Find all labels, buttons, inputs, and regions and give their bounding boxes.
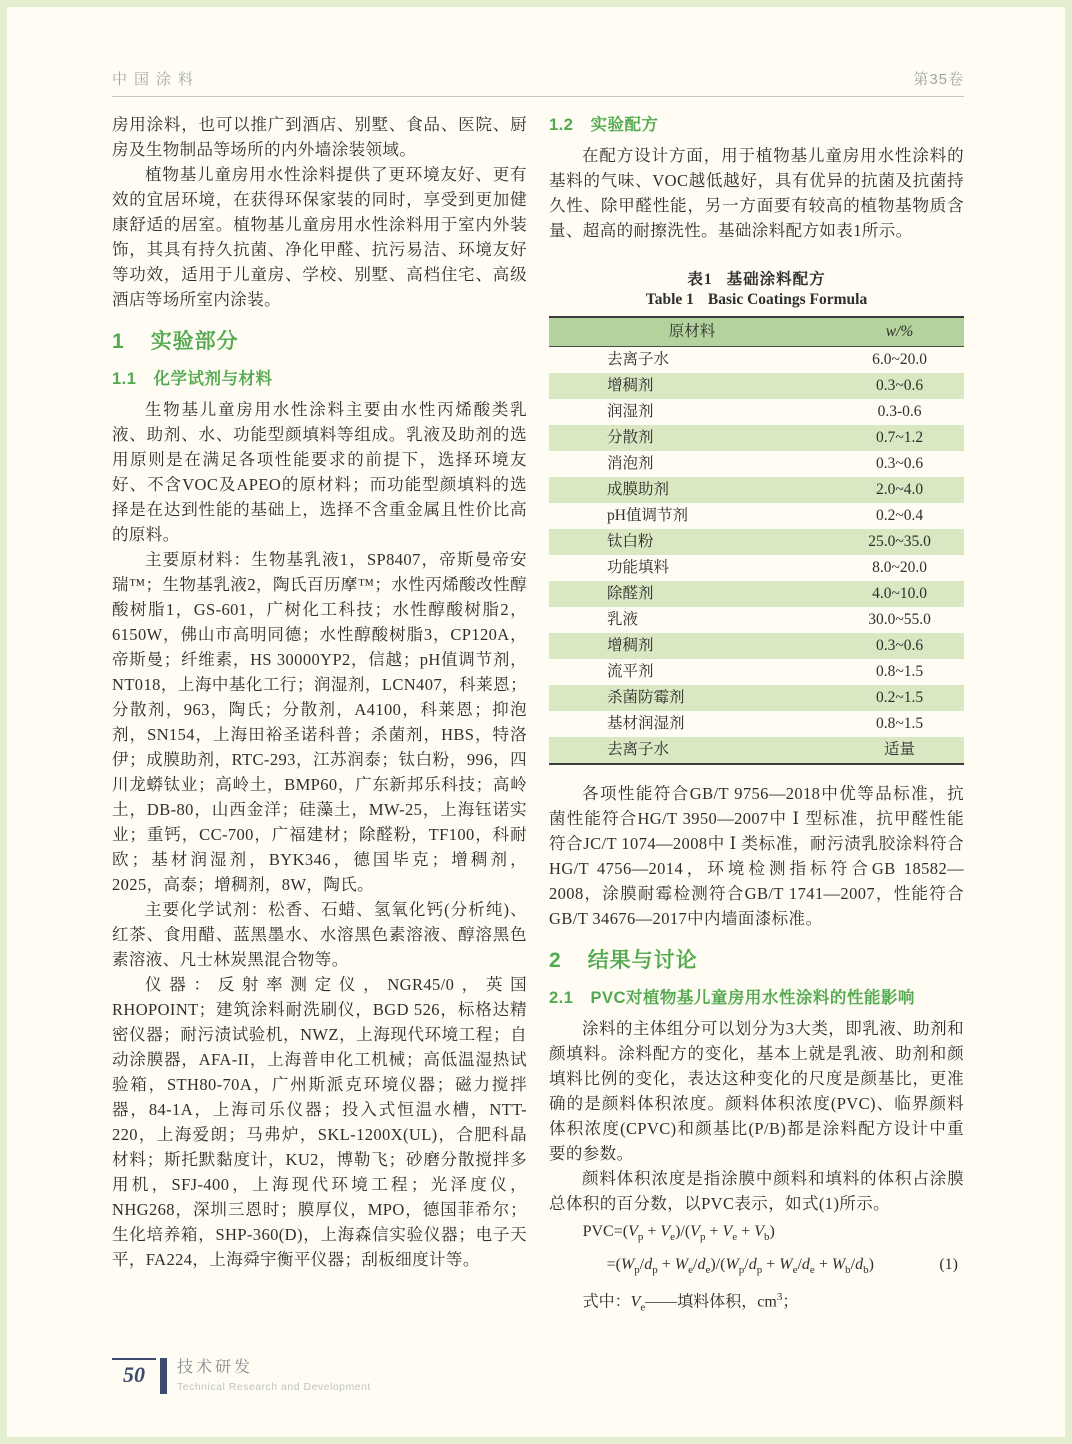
table-header-row [549, 317, 964, 347]
cell-fraction: 4.0~10.0 [872, 585, 927, 602]
cell-fraction: 0.2~0.4 [875, 507, 924, 524]
left-column [112, 112, 527, 1322]
journal-name: 中国涂料 [112, 71, 201, 88]
volume-label: 第35卷 [913, 71, 964, 88]
section-number: 1.1 [112, 370, 137, 388]
section-number: 2 [549, 949, 562, 972]
section-title: 实验部分 [150, 330, 239, 353]
cell-material: 除醛剂 [607, 585, 654, 602]
table-row [549, 529, 964, 555]
table-row [549, 633, 964, 659]
paragraph-intro: 植物基儿童房用水性涂料提供了更环境友好、更有效的宜居环境，在获得环保家装的同时，享受到更加健康舒适的居室。植物基儿童房用水性涂料用于室内外装饰，其具有持久抗菌、净化甲醛、抗污易洁、环境友好等功效，适用于儿童房、学校、别墅、高档住宅、高级酒店等场所室内涂装。 [112, 165, 527, 309]
cell-fraction: 25.0~35.0 [868, 533, 931, 550]
footer-section-en: Technical Research and Development [177, 1381, 371, 1393]
two-column-body [112, 112, 964, 1322]
column-header-material: 原材料 [549, 317, 835, 347]
cell-material: 润湿剂 [607, 403, 654, 420]
cell-material: 流平剂 [607, 663, 654, 680]
table-row [549, 347, 964, 374]
table-row [549, 685, 964, 711]
paragraph-formula-design: 在配方设计方面，用于植物基儿童房用水性涂料的基料的气味、VOC越低越好，具有优异的抗菌及抗菌持久性、除甲醛性能，另一方面要有较高的植物基物质含量、超高的耐擦洗性。基础涂料配方如表1所示。 [549, 146, 964, 240]
cell-material: 杀菌防霉剂 [607, 689, 685, 706]
section-number: 1 [112, 330, 125, 353]
footer-section-zh: 技术研发 [177, 1359, 254, 1376]
section-number: 2.1 [549, 989, 574, 1007]
cell-fraction: 0.3~0.6 [875, 455, 924, 472]
cell-material: 消泡剂 [607, 455, 654, 472]
table-label-en: Table 1 [645, 291, 694, 308]
basic-coatings-formula-table [549, 316, 964, 765]
cell-fraction: 0.3~0.6 [875, 377, 924, 394]
table-row [549, 503, 964, 529]
table-caption-zh: 表1 基础涂料配方 [687, 271, 826, 288]
paragraph-instruments: 仪器：反射率测定仪，NGR45/0，英国RHOPOINT；建筑涂料耐洗刷仪，BGD 526，标格达精密仪器；耐污渍试验机，NWZ，上海现代环境工程；自动涂膜器，AFA-II，上海普申化工机械；高低温湿热试验箱，STH80-70A，广州斯派克环境仪器；磁力搅拌器，84-1A，上海司乐仪器；投入式恒温水槽，NTT-220，上海爱朗；马弗炉，SKL-1200X(UL)，合肥科晶材料；斯托默黏度计，KU2，博勒飞；砂磨分散搅拌多用机，SFJ-400，上海现代环境工程；光泽度仪，NHG268，深圳三恩时；膜厚仪，MPO，德国菲希尔；生化培养箱，SHP-360(D)，上海森信实验仪器；电子天平，FA224，上海舜宇衡平仪器；刮板细度计等。 [112, 975, 527, 1269]
paragraph-standards: 各项性能符合GB/T 9756—2018中优等品标准，抗菌性能符合HG/T 3950—2007中 Ⅰ 型标准，抗甲醛性能符合JC/T 1074—2008中 Ⅰ 类标准，耐污渍乳胶涂料符合HG/T 4756—2014，环境检测指标符合GB 18582—2008，涂膜耐霉检测符合GB/T 1741—2007，性能符合GB/T 34676—2017中内墙面漆标准。 [549, 784, 964, 928]
table-row [549, 607, 964, 633]
cell-fraction: 0.3-0.6 [877, 403, 922, 420]
section-title: 实验配方 [590, 116, 659, 134]
table-row [549, 737, 964, 764]
table-row [549, 399, 964, 425]
table-row [549, 659, 964, 685]
section-2-heading [549, 946, 964, 976]
section-1-1-heading [112, 366, 527, 392]
equation-line-2: $=(W_p/d_p + W_e/d_e)/(W_p/d_p + W_e/d_e + W_b/d_b)$ (1) [607, 1251, 964, 1284]
cell-material: 成膜助剂 [607, 481, 670, 498]
equation-1 [549, 1218, 964, 1322]
cell-material: 钛白粉 [607, 533, 654, 550]
paragraph-composition: 生物基儿童房用水性涂料主要由水性丙烯酸类乳液、助剂、水、功能型颜填料等组成。乳液及助剂的选用原则是在满足各项性能要求的前提下，选择环境友好、不含VOC及APEO的原材料；而功能型颜填料的选择是在达到性能的基础上，选择不含重金属且性价比高的原料。 [112, 400, 527, 544]
right-column [549, 112, 964, 1322]
table-row [549, 373, 964, 399]
section-title: 化学试剂与材料 [153, 370, 273, 388]
cell-material: 功能填料 [607, 559, 670, 576]
paragraph-continuation: 房用涂料，也可以推广到酒店、别墅、食品、医院、厨房及生物制品等场所的内外墙涂装领域。 [112, 115, 527, 159]
cell-fraction: 0.8~1.5 [875, 715, 924, 732]
table-row [549, 581, 964, 607]
column-header-fraction: w/% [835, 317, 964, 347]
cell-fraction: 2.0~4.0 [875, 481, 924, 498]
cell-fraction: 30.0~55.0 [868, 611, 931, 628]
cell-material: pH值调节剂 [607, 507, 688, 524]
table-row [549, 555, 964, 581]
section-2-1-heading [549, 985, 964, 1011]
equation-where-clause: 式中：$V_e——$填料体积，$cm^3$； [582, 1291, 799, 1314]
cell-fraction: 0.2~1.5 [875, 689, 924, 706]
cell-fraction: 0.3~0.6 [875, 637, 924, 654]
footer-divider-bar [160, 1358, 167, 1394]
cell-fraction: 适量 [884, 741, 916, 758]
table-row [549, 477, 964, 503]
footer-section-name [177, 1358, 371, 1394]
cell-material: 去离子水 [607, 351, 670, 368]
section-number: 1.2 [549, 116, 574, 134]
section-title: 结果与讨论 [587, 949, 698, 972]
page-footer [112, 1358, 371, 1394]
paragraph-components: 涂料的主体组分可以划分为3大类，即乳液、助剂和颜填料。涂料配方的变化，基本上就是乳液、助剂和颜填料比例的变化，表达这种变化的尺度是颜基比，更准确的是颜料体积浓度。颜料体积浓度(PVC)、临界颜料体积浓度(CPVC)和颜基比(P/B)都是涂料配方设计中重要的参数。 [549, 1019, 964, 1163]
section-1-2-heading [549, 112, 964, 138]
equation-line-1: $PVC=(V_p + V_e)/(V_p + V_e + V_b)$ [582, 1223, 775, 1244]
table-row [549, 451, 964, 477]
paragraph-chemicals: 主要化学试剂：松香、石蜡、氢氧化钙(分析纯)、红茶、食用醋、蓝黑墨水、水溶黑色素溶液、醇溶黑色素溶液、凡士林炭黑混合物等。 [112, 900, 527, 969]
cell-material: 分散剂 [607, 429, 654, 446]
table-row [549, 425, 964, 451]
running-head [112, 68, 964, 97]
table-body [549, 347, 964, 765]
paragraph-pvc-definition: 颜料体积浓度是指涂膜中颜料和填料的体积占涂膜总体积的百分数，以PVC表示，如式(1)所示。 [549, 1169, 964, 1213]
cell-material: 增稠剂 [607, 377, 654, 394]
cell-material: 去离子水 [607, 741, 670, 758]
table-row [549, 711, 964, 737]
cell-fraction: 8.0~20.0 [872, 559, 927, 576]
cell-fraction: 0.7~1.2 [875, 429, 924, 446]
cell-fraction: 6.0~20.0 [872, 351, 927, 368]
table-caption [549, 267, 964, 309]
table-label-zh: 表1 [687, 271, 713, 288]
page-number: 50 [112, 1358, 156, 1388]
section-title: PVC对植物基儿童房用水性涂料的性能影响 [590, 989, 915, 1007]
paragraph-raw-materials: 主要原材料：生物基乳液1，SP8407，帝斯曼帝安瑞™；生物基乳液2，陶氏百历摩™；水性丙烯酸改性醇酸树脂1，GS-601，广树化工科技；水性醇酸树脂2，6150W，佛山市高明同德；水性醇酸树脂3，CP120A，帝斯曼；纤维素，HS 30000YP2，信越；pH值调节剂，NT018，上海中基化工行；润湿剂，LCN407，科莱恩；分散剂，963，陶氏；分散剂，A4100，科莱恩；抑泡剂，SN154，上海田裕圣诺科普；杀菌剂，HBS，特洛伊；成膜助剂，RTC-293，江苏润泰；钛白粉，996，四川龙蟒钛业；高岭土，BMP60，广东新邦乐科技；高岭土，DB-80，山西金洋；硅藻土，MW-25，上海钰诺实业；重钙，CC-700，广福建材；除醛粉，TF100，科耐欧；基材润湿剂，BYK346，德国毕克；增稠剂，2025，高泰；增稠剂，8W，陶氏。 [112, 550, 527, 894]
equation-number: (1) [939, 1256, 958, 1274]
cell-material: 乳液 [607, 611, 639, 628]
table-caption-en: Table 1 Basic Coatings Formula [645, 291, 868, 308]
cell-material: 基材润湿剂 [607, 715, 685, 732]
cell-material: 增稠剂 [607, 637, 654, 654]
section-1-heading [112, 327, 527, 357]
cell-fraction: 0.8~1.5 [875, 663, 924, 680]
